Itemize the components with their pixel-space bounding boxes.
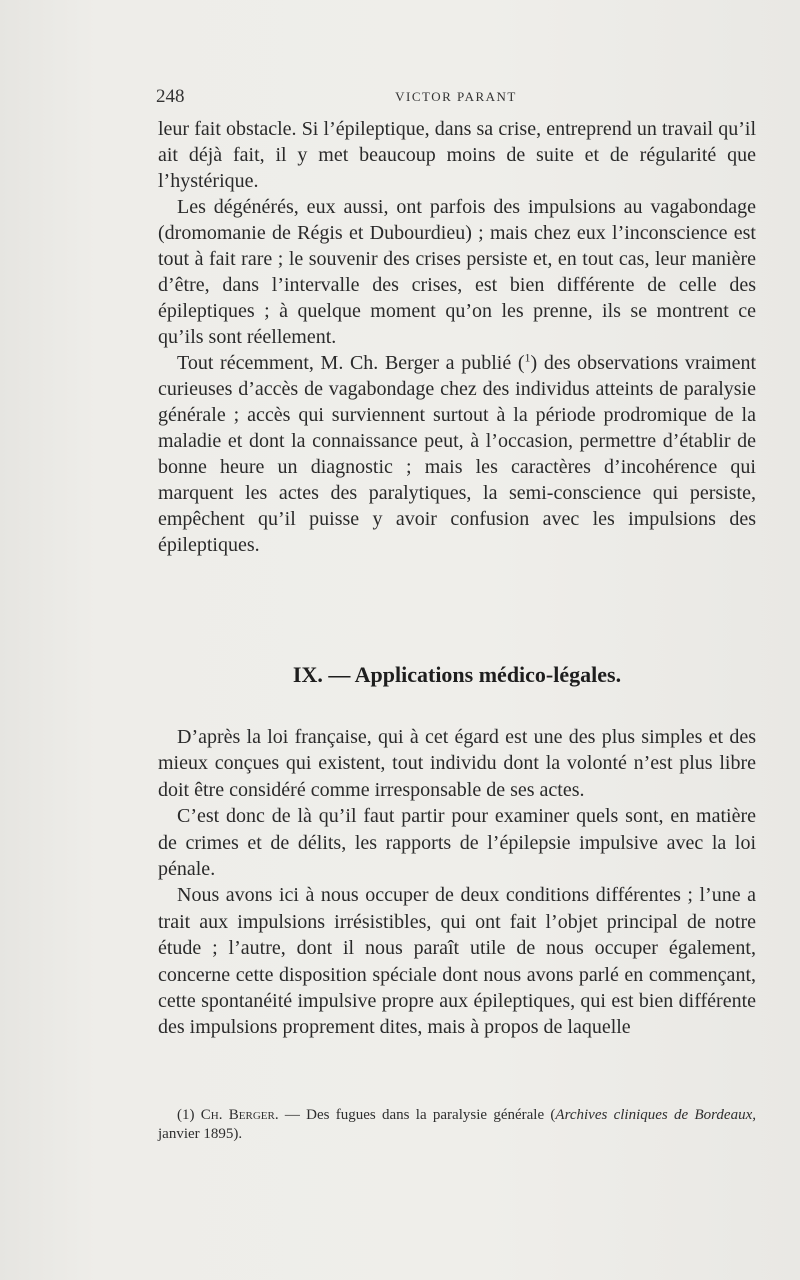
- footnote-marker: (1): [177, 1107, 195, 1123]
- footnote-source: Archives cliniques de Bordeaux,: [555, 1107, 756, 1123]
- footnote-reference: 1: [524, 350, 531, 365]
- paragraph-text: ) des observations vraiment curieuses d’accès de vagabondage chez des individus atteints de paralysie générale ; accès qui surviennent surtout à la période prodromique de la maladie et dont la connaissance peut, à l’occasion, permettre d’établir de bonne heure un diagnostic ; mais les caractères d’incohérence qui marquent les actes des paralytiques, la semi-conscience qui persiste, empêchent qu’il puisse y avoir confusion avec les impulsions des épileptiques.: [158, 352, 757, 556]
- footnote-text: — Des fugues dans la paralysie générale (: [278, 1107, 556, 1123]
- paragraph: Les dégénérés, eux aussi, ont parfois des impulsions au vagabondage (dromomanie de Régis et Dubourdieu) ; mais chez eux l’inconscience est tout à fait rare ; le souvenir des crises persiste et, en tout cas, leur manière d’être, dans l’intervalle des crises, est bien différente de celle des épileptiques ; à quelque moment qu’on les prenne, ils se montrent ce qu’ils sont réellement.: [158, 196, 756, 348]
- text-block-after-heading: [158, 724, 756, 1041]
- paragraph: C’est donc de là qu’il faut partir pour examiner quels sont, en matière de crimes et de délits, les rapports de l’épilepsie impulsive avec la loi pénale.: [158, 805, 756, 881]
- footnote: [158, 1106, 756, 1144]
- paragraph-text: Tout récemment, M. Ch. Berger a publié (: [177, 352, 525, 374]
- paragraph: leur fait obstacle. Si l’épileptique, dans sa crise, entreprend un travail qu’il ait déjà fait, il y met beaucoup moins de suite et de régularité que l’hystérique.: [158, 118, 756, 192]
- page-header: [156, 86, 756, 110]
- footnote-author: Ch. Berger.: [200, 1107, 279, 1123]
- section-heading: IX. — Applications médico-légales.: [292, 662, 622, 687]
- page-number: 248: [156, 86, 185, 107]
- text-block-before-heading: [158, 116, 756, 558]
- running-title: VICTOR PARANT: [395, 89, 517, 104]
- paragraph: D’après la loi française, qui à cet égard est une des plus simples et des mieux conçues qui existent, tout individu dont la volonté n’est plus libre doit être considéré comme irresponsable de ses actes.: [158, 726, 756, 801]
- paragraph: Nous avons ici à nous occuper de deux conditions différentes ; l’une a trait aux impulsions irrésistibles, qui ont fait l’objet principal de notre étude ; l’autre, dont il nous paraît utile de nous occuper également, concerne cette disposition spéciale dont nous avons parlé en commençant, cette spontanéité impulsive propre aux épileptiques, qui est bien différente des impulsions proprement dites, mais à propos de laquelle: [158, 884, 756, 1039]
- footnote-date: janvier 1895).: [158, 1126, 243, 1142]
- paragraph: [158, 350, 756, 558]
